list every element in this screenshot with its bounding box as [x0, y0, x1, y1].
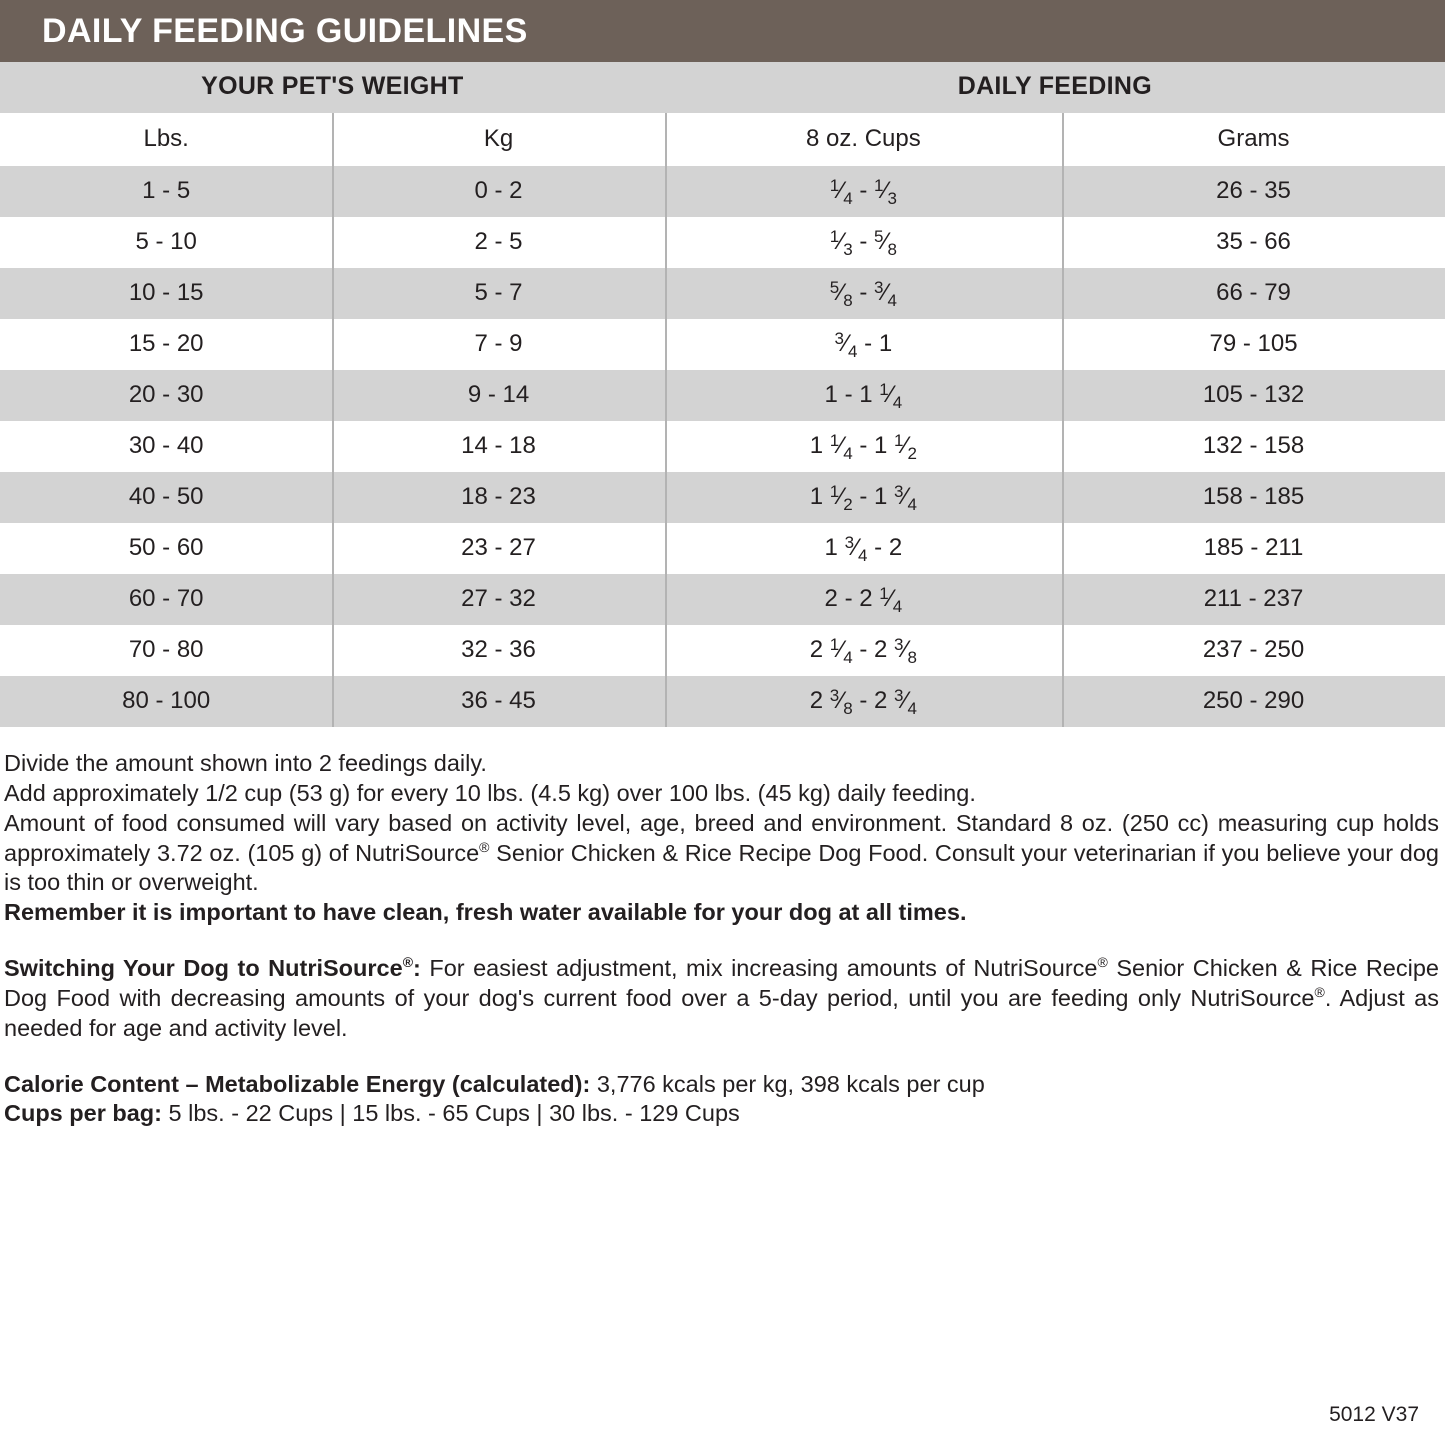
cell-cups: 2 $^1⁄_4 - 2$ $^3⁄_8$	[665, 625, 1062, 676]
cell-grams: 26 - 35	[1062, 166, 1445, 217]
cell-lbs: 5 - 10	[0, 217, 332, 268]
switching-label: Switching Your Dog to NutriSource	[4, 955, 403, 982]
cell-grams: 132 - 158	[1062, 421, 1445, 472]
cell-kg: 23 - 27	[332, 523, 664, 574]
cell-cups: 1 $^1⁄_4 - 1$ $^1⁄_2$	[665, 421, 1062, 472]
table-row	[0, 676, 1445, 727]
cell-lbs: 20 - 30	[0, 370, 332, 421]
note-amount-varies	[4, 809, 1439, 899]
cell-kg: 7 - 9	[332, 319, 664, 370]
switching-block	[4, 954, 1439, 1044]
note-fresh-water: Remember it is important to have clean, fresh water available for your dog at all times.	[4, 899, 967, 926]
feeding-notes-block	[4, 749, 1439, 928]
cell-cups: 1 $^1⁄_2 - 1$ $^3⁄_4$	[665, 472, 1062, 523]
calorie-block	[4, 1070, 1439, 1130]
document-code: 5012 V37	[1329, 1403, 1419, 1426]
cell-kg: 18 - 23	[332, 472, 664, 523]
switching-label-colon: :	[413, 955, 421, 982]
group-header-feeding: DAILY FEEDING	[665, 62, 1445, 113]
cell-grams: 79 - 105	[1062, 319, 1445, 370]
cell-lbs: 40 - 50	[0, 472, 332, 523]
cell-cups: 2 - 2 $^1⁄_4$	[665, 574, 1062, 625]
registered-icon: ®	[479, 838, 490, 855]
registered-icon: ®	[1314, 984, 1325, 1001]
cell-lbs: 15 - 20	[0, 319, 332, 370]
registered-icon: ®	[402, 954, 414, 971]
cell-grams: 35 - 66	[1062, 217, 1445, 268]
cell-grams: 211 - 237	[1062, 574, 1445, 625]
note-amount-varies-part2: Senior Chicken & Rice Recipe Dog Food. Consult your veterinarian if you believe your dog is too thin or overweight.	[4, 839, 1439, 896]
cell-cups: $^1⁄_3$ - $^5⁄_8$	[665, 217, 1062, 268]
table-row	[0, 574, 1445, 625]
table-row	[0, 472, 1445, 523]
cell-lbs: 10 - 15	[0, 268, 332, 319]
cell-grams: 66 - 79	[1062, 268, 1445, 319]
cell-cups: 1 $^3⁄_4 - 2$	[665, 523, 1062, 574]
table-row	[0, 268, 1445, 319]
calorie-value: 3,776 kcals per kg, 398 kcals per cup	[590, 1070, 985, 1097]
cell-lbs: 50 - 60	[0, 523, 332, 574]
cell-lbs: 70 - 80	[0, 625, 332, 676]
cell-cups: 2 $^3⁄_8 - 2$ $^3⁄_4$	[665, 676, 1062, 727]
cups-per-bag-label: Cups per bag:	[4, 1100, 162, 1127]
table-row	[0, 421, 1445, 472]
cell-lbs: 80 - 100	[0, 676, 332, 727]
cell-grams: 250 - 290	[1062, 676, 1445, 727]
cell-lbs: 30 - 40	[0, 421, 332, 472]
cell-grams: 158 - 185	[1062, 472, 1445, 523]
cups-per-bag-line	[4, 1099, 1439, 1129]
cell-cups: $^5⁄_8$ - $^3⁄_4$	[665, 268, 1062, 319]
cell-kg: 32 - 36	[332, 625, 664, 676]
cell-kg: 27 - 32	[332, 574, 664, 625]
cell-lbs: 1 - 5	[0, 166, 332, 217]
cell-kg: 5 - 7	[332, 268, 664, 319]
note-add-amount: Add approximately 1/2 cup (53 g) for every 10 lbs. (4.5 kg) over 100 lbs. (45 kg) daily feeding.	[4, 779, 976, 806]
column-header-lbs: Lbs.	[0, 113, 332, 166]
registered-icon: ®	[1097, 954, 1108, 971]
note-divide: Divide the amount shown into 2 feedings daily.	[4, 750, 487, 776]
table-row	[0, 217, 1445, 268]
cell-lbs: 60 - 70	[0, 574, 332, 625]
cell-kg: 36 - 45	[332, 676, 664, 727]
cups-per-bag-value: 5 lbs. - 22 Cups | 15 lbs. - 65 Cups | 30 lbs. - 129 Cups	[161, 1100, 740, 1127]
column-header-cups: 8 oz. Cups	[665, 113, 1062, 166]
cell-cups: $^1⁄_4$ - $^1⁄_3$	[665, 166, 1062, 217]
switching-body-1: For easiest adjustment, mix increasing amounts of NutriSource	[420, 955, 1098, 982]
switching-body-3: . Adjust as needed for age and activity level.	[4, 984, 1439, 1041]
cell-kg: 2 - 5	[332, 217, 664, 268]
table-row	[0, 523, 1445, 574]
table-body	[0, 166, 1445, 727]
table-group-header-row	[0, 62, 1445, 113]
cell-grams: 237 - 250	[1062, 625, 1445, 676]
cell-kg: 0 - 2	[332, 166, 664, 217]
column-header-grams: Grams	[1062, 113, 1445, 166]
calorie-content-line	[4, 1070, 1439, 1100]
table-row	[0, 370, 1445, 421]
cell-grams: 185 - 211	[1062, 523, 1445, 574]
switching-paragraph	[4, 954, 1439, 1044]
table-row	[0, 319, 1445, 370]
cell-kg: 14 - 18	[332, 421, 664, 472]
feeding-table	[0, 62, 1445, 727]
note-amount-varies-part1: Amount of food consumed will vary based on activity level, age, breed and environment. Standard 8 oz. (250 cc) measuring cup holds approximately 3.72 oz. (105 g) of NutriSource	[4, 809, 1439, 866]
group-header-weight: YOUR PET'S WEIGHT	[0, 62, 665, 113]
cell-grams: 105 - 132	[1062, 370, 1445, 421]
cell-cups: $^3⁄_4 - 1$	[665, 319, 1062, 370]
cell-kg: 9 - 14	[332, 370, 664, 421]
header-bar	[0, 0, 1445, 62]
cell-cups: 1 - 1 $^1⁄_4$	[665, 370, 1062, 421]
table-column-header-row	[0, 113, 1445, 166]
column-header-kg: Kg	[332, 113, 664, 166]
switching-body-2: Senior Chicken & Rice Recipe Dog Food with decreasing amounts of your dog's current food over a 5-day period, until you are feeding only NutriSource	[4, 955, 1439, 1011]
table-row	[0, 625, 1445, 676]
calorie-label: Calorie Content – Metabolizable Energy (calculated):	[4, 1070, 591, 1097]
table-row	[0, 166, 1445, 217]
notes-section	[0, 727, 1445, 1129]
page-title: DAILY FEEDING GUIDELINES	[42, 11, 528, 50]
